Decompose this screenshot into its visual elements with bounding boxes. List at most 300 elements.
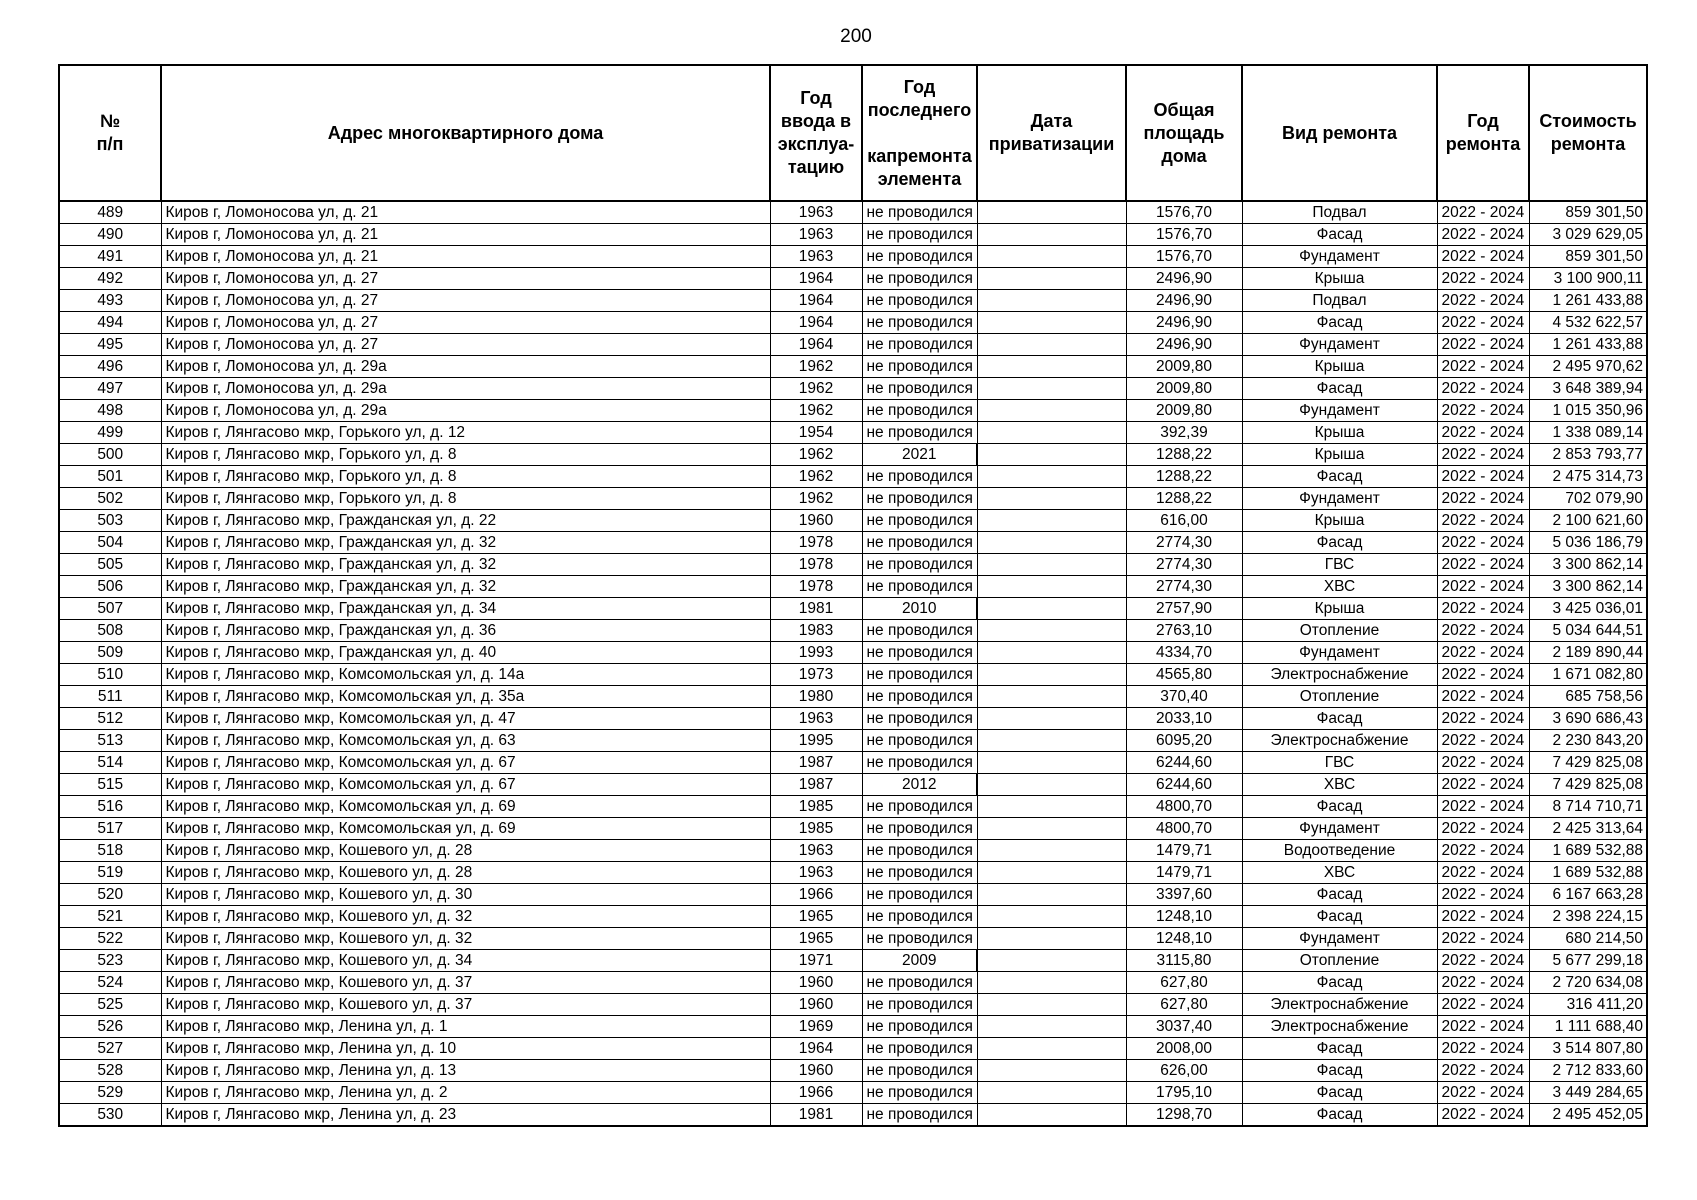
last-capital-repair-cell: не проводился	[862, 1060, 977, 1082]
row-number-cell: 524	[59, 972, 161, 994]
table-row	[59, 884, 1647, 906]
repair-type-cell: Фундамент	[1242, 334, 1437, 356]
privatization-date-cell	[977, 201, 1126, 224]
privatization-date-cell	[977, 246, 1126, 268]
header-address	[161, 65, 770, 201]
year-built-cell: 1964	[770, 268, 862, 290]
table-body	[59, 201, 1647, 1126]
repair-type-cell: Отопление	[1242, 620, 1437, 642]
row-number-cell: 519	[59, 862, 161, 884]
total-area-cell: 1576,70	[1126, 246, 1242, 268]
address-cell: Киров г, Ломоносова ул, д. 27	[161, 312, 770, 334]
year-built-cell: 1966	[770, 884, 862, 906]
row-number-cell: 496	[59, 356, 161, 378]
address-cell: Киров г, Лянгасово мкр, Гражданская ул, д. 34	[161, 598, 770, 620]
repair-cost-cell: 2 720 634,08	[1529, 972, 1647, 994]
total-area-cell: 370,40	[1126, 686, 1242, 708]
year-built-cell: 1980	[770, 686, 862, 708]
address-cell: Киров г, Лянгасово мкр, Кошевого ул, д. 32	[161, 906, 770, 928]
address-cell: Киров г, Лянгасово мкр, Кошевого ул, д. 32	[161, 928, 770, 950]
privatization-date-cell	[977, 1060, 1126, 1082]
total-area-cell: 627,80	[1126, 972, 1242, 994]
repair-year-cell: 2022 - 2024	[1437, 708, 1529, 730]
repair-cost-cell: 2 853 793,77	[1529, 444, 1647, 466]
table-row	[59, 818, 1647, 840]
repair-cost-cell: 3 514 807,80	[1529, 1038, 1647, 1060]
row-number-cell: 522	[59, 928, 161, 950]
total-area-cell: 2008,00	[1126, 1038, 1242, 1060]
repair-year-cell: 2022 - 2024	[1437, 312, 1529, 334]
last-capital-repair-cell: не проводился	[862, 1016, 977, 1038]
total-area-cell: 2774,30	[1126, 532, 1242, 554]
privatization-date-cell	[977, 884, 1126, 906]
repair-type-cell: Крыша	[1242, 268, 1437, 290]
privatization-date-cell	[977, 598, 1126, 620]
repair-type-cell: Фасад	[1242, 378, 1437, 400]
address-cell: Киров г, Ломоносова ул, д. 21	[161, 246, 770, 268]
repair-year-cell: 2022 - 2024	[1437, 576, 1529, 598]
total-area-cell: 1576,70	[1126, 201, 1242, 224]
table-row	[59, 554, 1647, 576]
repair-year-cell: 2022 - 2024	[1437, 1082, 1529, 1104]
row-number-cell: 499	[59, 422, 161, 444]
repair-cost-cell: 685 758,56	[1529, 686, 1647, 708]
address-cell: Киров г, Лянгасово мкр, Кошевого ул, д. 30	[161, 884, 770, 906]
row-number-cell: 525	[59, 994, 161, 1016]
year-built-cell: 1964	[770, 1038, 862, 1060]
address-cell: Киров г, Ломоносова ул, д. 27	[161, 334, 770, 356]
privatization-date-cell	[977, 686, 1126, 708]
table-row	[59, 488, 1647, 510]
privatization-date-cell	[977, 642, 1126, 664]
table-row	[59, 664, 1647, 686]
header-line: Год	[800, 88, 832, 108]
address-cell: Киров г, Лянгасово мкр, Комсомольская ул, д. 47	[161, 708, 770, 730]
repair-type-cell: Фасад	[1242, 884, 1437, 906]
repair-year-cell: 2022 - 2024	[1437, 796, 1529, 818]
total-area-cell: 627,80	[1126, 994, 1242, 1016]
address-cell: Киров г, Лянгасово мкр, Гражданская ул, д. 32	[161, 532, 770, 554]
header-line: площадь	[1143, 122, 1225, 143]
repair-year-cell: 2022 - 2024	[1437, 686, 1529, 708]
row-number-cell: 523	[59, 950, 161, 972]
last-capital-repair-cell: не проводился	[862, 400, 977, 422]
last-capital-repair-cell: не проводился	[862, 312, 977, 334]
total-area-cell: 6244,60	[1126, 752, 1242, 774]
table-row	[59, 1082, 1647, 1104]
header-num	[59, 65, 161, 201]
total-area-cell: 2009,80	[1126, 356, 1242, 378]
privatization-date-cell	[977, 752, 1126, 774]
year-built-cell: 1987	[770, 774, 862, 796]
address-cell: Киров г, Лянгасово мкр, Комсомольская ул, д. 63	[161, 730, 770, 752]
repair-cost-cell: 3 425 036,01	[1529, 598, 1647, 620]
repair-cost-cell: 4 532 622,57	[1529, 312, 1647, 334]
last-capital-repair-cell: не проводился	[862, 840, 977, 862]
privatization-date-cell	[977, 290, 1126, 312]
table-row	[59, 1016, 1647, 1038]
row-number-cell: 502	[59, 488, 161, 510]
repair-year-cell: 2022 - 2024	[1437, 201, 1529, 224]
total-area-cell: 1288,22	[1126, 444, 1242, 466]
header-line: приватизации	[988, 134, 1115, 154]
privatization-date-cell	[977, 994, 1126, 1016]
last-capital-repair-cell: не проводился	[862, 708, 977, 730]
address-cell: Киров г, Ломоносова ул, д. 29а	[161, 400, 770, 422]
header-line: Год	[903, 76, 936, 97]
privatization-date-cell	[977, 708, 1126, 730]
last-capital-repair-cell: не проводился	[862, 906, 977, 928]
year-built-cell: 1987	[770, 752, 862, 774]
row-number-cell: 515	[59, 774, 161, 796]
address-cell: Киров г, Лянгасово мкр, Кошевого ул, д. 37	[161, 994, 770, 1016]
year-built-cell: 1985	[770, 796, 862, 818]
address-cell: Киров г, Лянгасово мкр, Ленина ул, д. 10	[161, 1038, 770, 1060]
last-capital-repair-cell: не проводился	[862, 994, 977, 1016]
repair-cost-cell: 5 036 186,79	[1529, 532, 1647, 554]
privatization-date-cell	[977, 422, 1126, 444]
privatization-date-cell	[977, 1104, 1126, 1127]
privatization-date-cell	[977, 818, 1126, 840]
repair-cost-cell: 2 475 314,73	[1529, 466, 1647, 488]
repair-year-cell: 2022 - 2024	[1437, 664, 1529, 686]
year-built-cell: 1971	[770, 950, 862, 972]
table-row	[59, 400, 1647, 422]
repair-type-cell: Фундамент	[1242, 488, 1437, 510]
repair-type-cell: Крыша	[1242, 422, 1437, 444]
repair-cost-cell: 3 029 629,05	[1529, 224, 1647, 246]
address-cell: Киров г, Ломоносова ул, д. 21	[161, 201, 770, 224]
total-area-cell: 1288,22	[1126, 488, 1242, 510]
repair-year-cell: 2022 - 2024	[1437, 928, 1529, 950]
address-cell: Киров г, Ломоносова ул, д. 29а	[161, 378, 770, 400]
repair-cost-cell: 5 677 299,18	[1529, 950, 1647, 972]
row-number-cell: 495	[59, 334, 161, 356]
privatization-date-cell	[977, 400, 1126, 422]
header-last-capital-repair	[862, 65, 977, 201]
row-number-cell: 516	[59, 796, 161, 818]
repair-year-cell: 2022 - 2024	[1437, 532, 1529, 554]
last-capital-repair-cell: не проводился	[862, 1082, 977, 1104]
table-row	[59, 466, 1647, 488]
header-repair-year	[1437, 65, 1529, 201]
repair-type-cell: Электроснабжение	[1242, 730, 1437, 752]
repair-year-cell: 2022 - 2024	[1437, 1038, 1529, 1060]
repair-cost-cell: 2 100 621,60	[1529, 510, 1647, 532]
total-area-cell: 1288,22	[1126, 466, 1242, 488]
table-row	[59, 378, 1647, 400]
year-built-cell: 1962	[770, 488, 862, 510]
row-number-cell: 500	[59, 444, 161, 466]
repair-year-cell: 2022 - 2024	[1437, 466, 1529, 488]
table-row	[59, 730, 1647, 752]
row-number-cell: 529	[59, 1082, 161, 1104]
address-cell: Киров г, Ломоносова ул, д. 27	[161, 268, 770, 290]
repair-year-cell: 2022 - 2024	[1437, 378, 1529, 400]
table-row	[59, 950, 1647, 972]
table-row	[59, 334, 1647, 356]
total-area-cell: 1479,71	[1126, 862, 1242, 884]
year-built-cell: 1960	[770, 972, 862, 994]
table-row	[59, 708, 1647, 730]
repair-year-cell: 2022 - 2024	[1437, 334, 1529, 356]
address-cell: Киров г, Лянгасово мкр, Горького ул, д. 12	[161, 422, 770, 444]
privatization-date-cell	[977, 224, 1126, 246]
total-area-cell: 6095,20	[1126, 730, 1242, 752]
year-built-cell: 1960	[770, 994, 862, 1016]
total-area-cell: 2774,30	[1126, 576, 1242, 598]
address-cell: Киров г, Лянгасово мкр, Комсомольская ул, д. 69	[161, 796, 770, 818]
year-built-cell: 1978	[770, 532, 862, 554]
total-area-cell: 2009,80	[1126, 400, 1242, 422]
privatization-date-cell	[977, 532, 1126, 554]
repair-cost-cell: 5 034 644,51	[1529, 620, 1647, 642]
header-total-area	[1126, 65, 1242, 201]
repair-cost-cell: 1 689 532,88	[1529, 862, 1647, 884]
year-built-cell: 1964	[770, 334, 862, 356]
repair-year-cell: 2022 - 2024	[1437, 730, 1529, 752]
privatization-date-cell	[977, 950, 1126, 972]
year-built-cell: 1962	[770, 400, 862, 422]
table-row	[59, 862, 1647, 884]
year-built-cell: 1964	[770, 312, 862, 334]
last-capital-repair-cell: не проводился	[862, 378, 977, 400]
total-area-cell: 1248,10	[1126, 906, 1242, 928]
repair-year-cell: 2022 - 2024	[1437, 906, 1529, 928]
address-cell: Киров г, Лянгасово мкр, Гражданская ул, д. 32	[161, 554, 770, 576]
repair-type-cell: Отопление	[1242, 686, 1437, 708]
address-cell: Киров г, Лянгасово мкр, Комсомольская ул, д. 35а	[161, 686, 770, 708]
repair-cost-cell: 1 671 082,80	[1529, 664, 1647, 686]
repair-cost-cell: 2 425 313,64	[1529, 818, 1647, 840]
repair-type-cell: Фасад	[1242, 1060, 1437, 1082]
repair-year-cell: 2022 - 2024	[1437, 510, 1529, 532]
repair-year-cell: 2022 - 2024	[1437, 1016, 1529, 1038]
header-privatization-date	[977, 65, 1126, 201]
row-number-cell: 493	[59, 290, 161, 312]
year-built-cell: 1978	[770, 554, 862, 576]
privatization-date-cell	[977, 862, 1126, 884]
address-cell: Киров г, Лянгасово мкр, Кошевого ул, д. 28	[161, 840, 770, 862]
row-number-cell: 513	[59, 730, 161, 752]
total-area-cell: 2496,90	[1126, 268, 1242, 290]
privatization-date-cell	[977, 1038, 1126, 1060]
row-number-cell: 509	[59, 642, 161, 664]
repair-type-cell: Фасад	[1242, 796, 1437, 818]
table-row	[59, 642, 1647, 664]
repair-year-cell: 2022 - 2024	[1437, 598, 1529, 620]
repair-year-cell: 2022 - 2024	[1437, 994, 1529, 1016]
repair-type-cell: Фасад	[1242, 972, 1437, 994]
last-capital-repair-cell: не проводился	[862, 1104, 977, 1127]
header-line: элемента	[877, 168, 962, 189]
address-cell: Киров г, Лянгасово мкр, Кошевого ул, д. 28	[161, 862, 770, 884]
row-number-cell: 520	[59, 884, 161, 906]
repair-type-cell: Фасад	[1242, 1082, 1437, 1104]
total-area-cell: 4800,70	[1126, 796, 1242, 818]
table-row	[59, 356, 1647, 378]
repair-type-cell: ГВС	[1242, 554, 1437, 576]
repair-cost-cell: 316 411,20	[1529, 994, 1647, 1016]
row-number-cell: 510	[59, 664, 161, 686]
row-number-cell: 489	[59, 201, 161, 224]
repair-year-cell: 2022 - 2024	[1437, 642, 1529, 664]
address-cell: Киров г, Лянгасово мкр, Комсомольская ул, д. 69	[161, 818, 770, 840]
table-row	[59, 576, 1647, 598]
privatization-date-cell	[977, 928, 1126, 950]
row-number-cell: 528	[59, 1060, 161, 1082]
privatization-date-cell	[977, 488, 1126, 510]
header-row	[59, 65, 1647, 201]
repair-type-cell: Крыша	[1242, 444, 1437, 466]
repair-type-cell: Крыша	[1242, 356, 1437, 378]
repair-year-cell: 2022 - 2024	[1437, 422, 1529, 444]
table-row	[59, 686, 1647, 708]
privatization-date-cell	[977, 972, 1126, 994]
repair-cost-cell: 1 261 433,88	[1529, 290, 1647, 312]
total-area-cell: 4800,70	[1126, 818, 1242, 840]
address-cell: Киров г, Лянгасово мкр, Ленина ул, д. 23	[161, 1104, 770, 1127]
repair-cost-cell: 2 495 970,62	[1529, 356, 1647, 378]
repair-type-cell: Крыша	[1242, 510, 1437, 532]
address-cell: Киров г, Лянгасово мкр, Гражданская ул, д. 36	[161, 620, 770, 642]
header-line: Общая	[1153, 99, 1215, 120]
table-row	[59, 422, 1647, 444]
table-row	[59, 994, 1647, 1016]
address-cell: Киров г, Ломоносова ул, д. 21	[161, 224, 770, 246]
repair-cost-cell: 8 714 710,71	[1529, 796, 1647, 818]
repair-table	[58, 64, 1648, 1127]
last-capital-repair-cell: не проводился	[862, 532, 977, 554]
address-cell: Киров г, Лянгасово мкр, Комсомольская ул, д. 67	[161, 752, 770, 774]
year-built-cell: 1954	[770, 422, 862, 444]
page-number: 200	[840, 26, 872, 47]
year-built-cell: 1962	[770, 444, 862, 466]
row-number-cell: 491	[59, 246, 161, 268]
table-row	[59, 598, 1647, 620]
table-row	[59, 224, 1647, 246]
last-capital-repair-cell: не проводился	[862, 752, 977, 774]
privatization-date-cell	[977, 444, 1126, 466]
repair-type-cell: Фасад	[1242, 1104, 1437, 1127]
last-capital-repair-cell: не проводился	[862, 334, 977, 356]
table-row	[59, 774, 1647, 796]
privatization-date-cell	[977, 664, 1126, 686]
address-cell: Киров г, Лянгасово мкр, Горького ул, д. 8	[161, 444, 770, 466]
address-cell: Киров г, Лянгасово мкр, Ленина ул, д. 1	[161, 1016, 770, 1038]
repair-year-cell: 2022 - 2024	[1437, 950, 1529, 972]
last-capital-repair-cell: не проводился	[862, 224, 977, 246]
last-capital-repair-cell: не проводился	[862, 1038, 977, 1060]
total-area-cell: 626,00	[1126, 1060, 1242, 1082]
repair-cost-cell: 859 301,50	[1529, 201, 1647, 224]
repair-year-cell: 2022 - 2024	[1437, 620, 1529, 642]
total-area-cell: 3397,60	[1126, 884, 1242, 906]
last-capital-repair-cell: 2010	[862, 598, 977, 620]
address-cell: Киров г, Лянгасово мкр, Гражданская ул, д. 40	[161, 642, 770, 664]
table-row	[59, 840, 1647, 862]
header-line: Адрес многоквартирного дома	[327, 122, 604, 143]
privatization-date-cell	[977, 554, 1126, 576]
last-capital-repair-cell: не проводился	[862, 356, 977, 378]
privatization-date-cell	[977, 466, 1126, 488]
total-area-cell: 2009,80	[1126, 378, 1242, 400]
row-number-cell: 503	[59, 510, 161, 532]
last-capital-repair-cell: не проводился	[862, 796, 977, 818]
table-row	[59, 906, 1647, 928]
header-repair-cost	[1529, 65, 1647, 201]
year-built-cell: 1964	[770, 290, 862, 312]
year-built-cell: 1963	[770, 224, 862, 246]
row-number-cell: 511	[59, 686, 161, 708]
header-line: эксплуа-	[777, 134, 855, 154]
last-capital-repair-cell: не проводился	[862, 686, 977, 708]
repair-type-cell: Водоотведение	[1242, 840, 1437, 862]
table-row	[59, 972, 1647, 994]
privatization-date-cell	[977, 906, 1126, 928]
privatization-date-cell	[977, 334, 1126, 356]
last-capital-repair-cell: не проводился	[862, 862, 977, 884]
row-number-cell: 526	[59, 1016, 161, 1038]
repair-year-cell: 2022 - 2024	[1437, 840, 1529, 862]
table-row	[59, 246, 1647, 268]
table-row	[59, 752, 1647, 774]
repair-type-cell: Фасад	[1242, 1038, 1437, 1060]
row-number-cell: 530	[59, 1104, 161, 1127]
privatization-date-cell	[977, 730, 1126, 752]
repair-type-cell: ХВС	[1242, 576, 1437, 598]
row-number-cell: 494	[59, 312, 161, 334]
last-capital-repair-cell: не проводился	[862, 642, 977, 664]
table-row	[59, 201, 1647, 224]
repair-cost-cell: 3 100 900,11	[1529, 268, 1647, 290]
repair-type-cell: Электроснабжение	[1242, 664, 1437, 686]
repair-type-cell: Крыша	[1242, 598, 1437, 620]
header-line: Вид ремонта	[1281, 122, 1398, 143]
header-line: ввода в	[780, 111, 852, 131]
table-row	[59, 532, 1647, 554]
last-capital-repair-cell: 2009	[862, 950, 977, 972]
year-built-cell: 1965	[770, 928, 862, 950]
repair-year-cell: 2022 - 2024	[1437, 862, 1529, 884]
repair-cost-cell: 2 712 833,60	[1529, 1060, 1647, 1082]
address-cell: Киров г, Лянгасово мкр, Ленина ул, д. 2	[161, 1082, 770, 1104]
year-built-cell: 1983	[770, 620, 862, 642]
address-cell: Киров г, Лянгасово мкр, Горького ул, д. 8	[161, 466, 770, 488]
row-number-cell: 508	[59, 620, 161, 642]
table-row	[59, 444, 1647, 466]
repair-type-cell: Фундамент	[1242, 400, 1437, 422]
year-built-cell: 1993	[770, 642, 862, 664]
last-capital-repair-cell: не проводился	[862, 290, 977, 312]
row-number-cell: 497	[59, 378, 161, 400]
year-built-cell: 1985	[770, 818, 862, 840]
repair-year-cell: 2022 - 2024	[1437, 752, 1529, 774]
address-cell: Киров г, Лянгасово мкр, Кошевого ул, д. 37	[161, 972, 770, 994]
privatization-date-cell	[977, 356, 1126, 378]
privatization-date-cell	[977, 268, 1126, 290]
repair-year-cell: 2022 - 2024	[1437, 268, 1529, 290]
repair-year-cell: 2022 - 2024	[1437, 818, 1529, 840]
last-capital-repair-cell: не проводился	[862, 884, 977, 906]
header-line	[863, 122, 976, 145]
year-built-cell: 1966	[770, 1082, 862, 1104]
table-row	[59, 268, 1647, 290]
header-line: п/п	[96, 134, 124, 154]
row-number-cell: 501	[59, 466, 161, 488]
total-area-cell: 392,39	[1126, 422, 1242, 444]
repair-cost-cell: 2 189 890,44	[1529, 642, 1647, 664]
